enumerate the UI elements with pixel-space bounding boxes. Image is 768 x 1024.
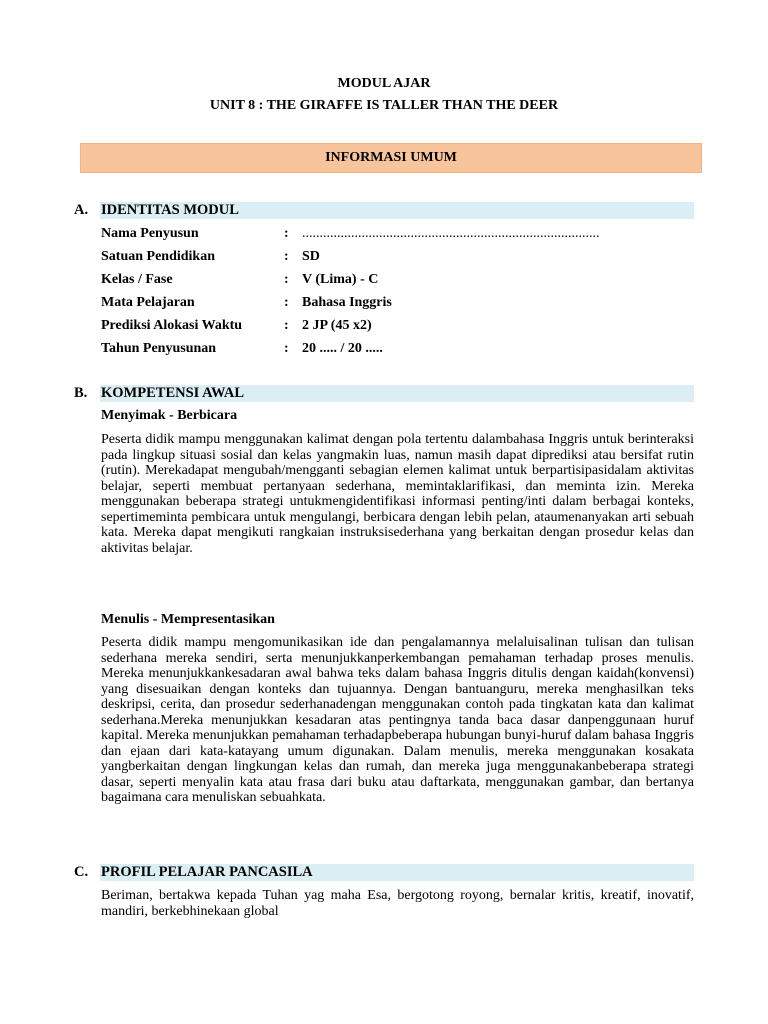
section-a-title: IDENTITAS MODUL <box>100 202 694 219</box>
row-label: Nama Penyusun <box>101 226 199 241</box>
row-label: Satuan Pendidikan <box>101 249 215 264</box>
unit-title: UNIT 8 : THE GIRAFFE IS TALLER THAN THE DEER <box>209 98 559 113</box>
section-c-title: PROFIL PELAJAR PANCASILA <box>100 864 694 881</box>
listening-speaking-heading: Menyimak - Berbicara <box>101 408 238 423</box>
row-value: Bahasa Inggris <box>302 295 392 310</box>
writing-presenting-text: Peserta didik mampu mengomunikasikan ide dan pengalamannya melaluisalinan tulisan dan tulisan sederhana mereka sendiri, serta menunjukkanperkembangan pemahaman terhadap proses menulis. Mereka menunjukkankesadaran awal bahwa teks dalam bahasa Inggris ditulis dengan kaidah(konvensi) yang disesuaikan dengan konteks dan tujuannya. Dengan bantuanguru, mereka menghasilkan teks deskripsi, cerita, dan prosedur sederhanadengan menggunakan contoh pada tingkatan kata dan kalimat sederhana.Mereka menunjukkan kesadaran atas pentingnya tanda baca dasar danpenggunaan huruf kapital. Mereka menunjukkan pemahaman terhadapbeberapa hubungan bunyi-huruf dalam bahasa Inggris dan ejaan dari kata-katayang umum digunakan. Dalam menulis, mereka menggunakan kosakata yangberkaitan dengan lingkungan kelas dan rumah, dan mereka juga menggunakanbeberapa strategi dasar, seperti menyalin kata atau frasa dari buku atau daftarkata, menggunakan gambar, dan bertanya bagaimana cara menuliskan sebuahkata. <box>101 635 694 805</box>
row-value: 20 ..... / 20 ..... <box>302 341 383 356</box>
document-title: MODUL AJAR <box>337 76 431 91</box>
pancasila-profile-text: Beriman, bertakwa kepada Tuhan yag maha Esa, bergotong royong, bernalar kritis, kreatif, inovatif, mandiri, berkebhinekaan global <box>101 888 694 919</box>
info-banner: INFORMASI UMUM <box>80 143 702 173</box>
row-label: Prediksi Alokasi Waktu <box>101 318 243 333</box>
row-colon: : <box>284 295 289 310</box>
row-label: Tahun Penyusunan <box>101 341 217 356</box>
section-b-title: KOMPETENSI AWAL <box>100 385 694 402</box>
row-colon: : <box>284 272 289 287</box>
section-b-heading <box>74 385 694 402</box>
row-value: SD <box>302 249 320 264</box>
row-label: Kelas / Fase <box>101 272 173 287</box>
row-colon: : <box>284 341 289 356</box>
section-a-letter: A. <box>74 202 100 219</box>
section-a-heading <box>74 202 694 219</box>
row-colon: : <box>284 318 289 333</box>
row-colon: : <box>284 249 289 264</box>
listening-speaking-text: Peserta didik mampu menggunakan kalimat dengan pola tertentu dalambahasa Inggris untuk berinteraksi pada lingkup situasi sosial dan kelas yangmakin luas, namun masih dapat diprediksi atau bersifat rutin (rutin). Merekadapat mengubah/mengganti sebagian elemen kalimat untuk berpartisipasidalam aktivitas belajar, seperti membuat pertanyaan sederhana, memintaklarifikasi, dan meminta izin. Mereka menggunakan beberapa strategi untukmengidentifikasi informasi penting/inti dalam berbagai konteks, sepertimeminta pembicara untuk mengulangi, berbicara dengan lebih pelan, ataumenanyakan arti sebuah kata. Mereka dapat mengikuti rangkaian instruksisederhana yang berkaitan dengan prosedur kelas dan aktivitas belajar. <box>101 432 694 556</box>
row-value: V (Lima) - C <box>302 272 379 287</box>
row-colon: : <box>284 226 289 241</box>
writing-presenting-heading: Menulis - Mempresentasikan <box>101 612 275 627</box>
row-value: 2 JP (45 x2) <box>302 318 372 333</box>
row-value: ..................................................................................... <box>302 226 600 241</box>
row-label: Mata Pelajaran <box>101 295 195 310</box>
section-c-letter: C. <box>74 864 100 881</box>
section-c-heading <box>74 864 694 881</box>
section-b-letter: B. <box>74 385 100 402</box>
